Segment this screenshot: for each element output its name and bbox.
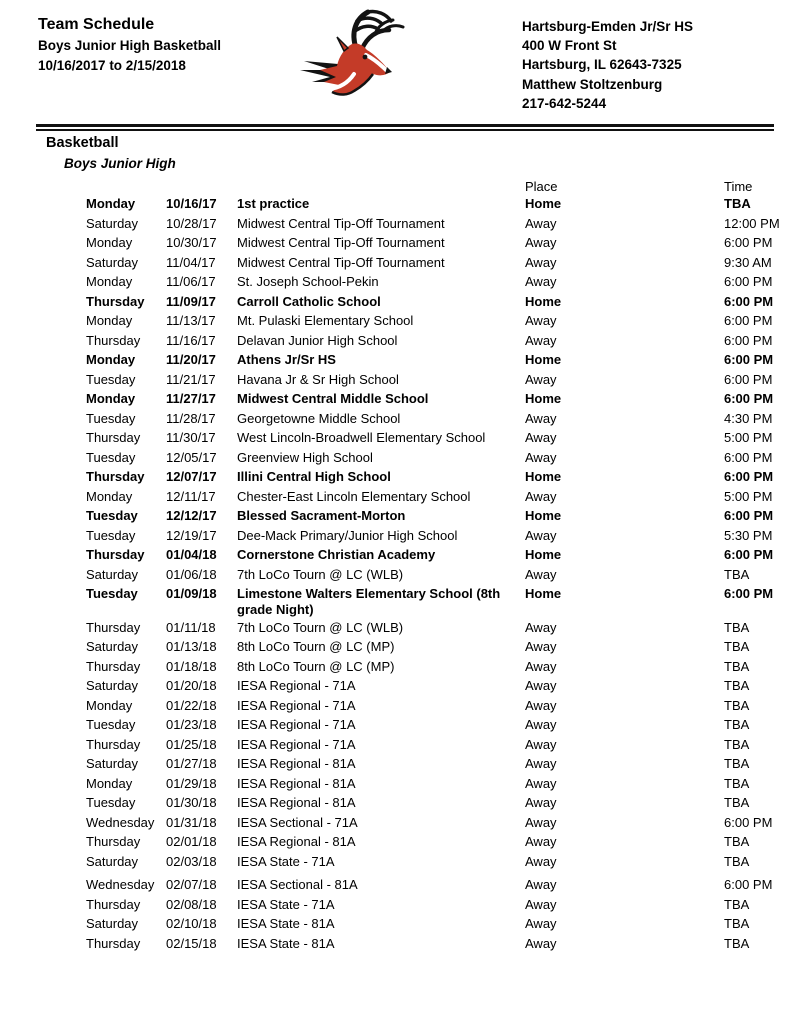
schedule-row bbox=[86, 312, 800, 332]
cell-time: 4:30 PM bbox=[724, 410, 773, 426]
cell-event: IESA State - 71A bbox=[237, 896, 335, 912]
cell-event: IESA Sectional - 71A bbox=[237, 814, 358, 830]
column-header-place: Place bbox=[525, 178, 558, 194]
cell-date: 11/06/17 bbox=[166, 274, 216, 289]
cell-date: 01/06/18 bbox=[166, 566, 217, 582]
cell-place: Away bbox=[525, 916, 557, 931]
cell-place: Home bbox=[525, 547, 562, 562]
cell-time: 6:00 PM bbox=[724, 469, 774, 484]
cell-day: Tuesday bbox=[86, 508, 138, 523]
cell-place: Away bbox=[525, 834, 557, 849]
cell-event: 8th LoCo Tourn @ LC (MP) bbox=[237, 658, 395, 674]
cell-day: Tuesday bbox=[86, 795, 136, 810]
schedule-row bbox=[86, 292, 800, 312]
cell-date: 01/11/18 bbox=[166, 619, 216, 635]
cell-event: IESA Sectional - 81A bbox=[237, 877, 358, 892]
cell-place: Away bbox=[525, 410, 557, 426]
cell-day: Saturday bbox=[86, 566, 139, 582]
schedule-row bbox=[86, 487, 800, 507]
schedule-row bbox=[86, 915, 800, 935]
cell-event: Limestone Walters Elementary School (8th grade Night) bbox=[237, 586, 501, 617]
cell-place: Away bbox=[525, 697, 557, 713]
cell-event: Illini Central High School bbox=[237, 469, 391, 484]
schedule-row bbox=[86, 852, 800, 872]
cell-event: Midwest Central Tip-Off Tournament bbox=[237, 235, 445, 250]
schedule-row bbox=[86, 351, 800, 371]
cell-day: Tuesday bbox=[86, 449, 136, 465]
schedule-row bbox=[86, 794, 800, 814]
cell-day: Thursday bbox=[86, 469, 145, 484]
contact-name: Matthew Stoltzenburg bbox=[522, 76, 663, 92]
cell-time: TBA bbox=[724, 916, 750, 931]
cell-day: Saturday bbox=[86, 254, 139, 270]
cell-time: TBA bbox=[724, 756, 750, 771]
cell-time: 6:00 PM bbox=[724, 352, 774, 367]
cell-day: Saturday bbox=[86, 678, 139, 693]
cell-event: Havana Jr & Sr High School bbox=[237, 371, 399, 387]
cell-place: Away bbox=[525, 254, 557, 270]
cell-day: Monday bbox=[86, 488, 133, 504]
cell-day: Wednesday bbox=[86, 877, 155, 892]
cell-time: TBA bbox=[724, 853, 750, 869]
sport-title: Basketball bbox=[46, 135, 119, 151]
cell-day: Tuesday bbox=[86, 410, 136, 426]
cell-event: West Lincoln-Broadwell Elementary School bbox=[237, 430, 486, 445]
cell-date: 02/03/18 bbox=[166, 853, 217, 869]
cell-date: 11/30/17 bbox=[166, 430, 216, 445]
cell-place: Away bbox=[525, 717, 557, 732]
cell-place: Home bbox=[525, 508, 562, 523]
cell-date: 02/08/18 bbox=[166, 896, 217, 912]
schedule-table bbox=[86, 177, 800, 954]
cell-date: 11/09/17 bbox=[166, 293, 216, 309]
cell-date: 11/28/17 bbox=[166, 410, 216, 426]
schedule-row bbox=[86, 876, 800, 896]
cell-day: Monday bbox=[86, 391, 136, 406]
schedule-row bbox=[86, 755, 800, 775]
cell-event: Georgetowne Middle School bbox=[237, 410, 401, 426]
schedule-row bbox=[86, 735, 800, 755]
schedule-row bbox=[86, 390, 800, 410]
cell-date: 12/11/17 bbox=[166, 488, 216, 504]
schedule-row bbox=[86, 214, 800, 234]
cell-place: Away bbox=[525, 678, 557, 693]
page-title: Team Schedule bbox=[38, 16, 155, 33]
cell-date: 11/16/17 bbox=[166, 332, 216, 348]
cell-date: 01/04/18 bbox=[166, 547, 217, 562]
cell-time: 6:00 PM bbox=[724, 586, 774, 601]
cell-date: 12/12/17 bbox=[166, 508, 217, 523]
cell-event: Midwest Central Tip-Off Tournament bbox=[237, 254, 445, 270]
cell-day: Tuesday bbox=[86, 527, 136, 543]
schedule-row bbox=[86, 253, 800, 273]
cell-time: 5:00 PM bbox=[724, 488, 773, 504]
cell-time: 6:00 PM bbox=[724, 547, 774, 562]
schedule-row bbox=[86, 409, 800, 429]
cell-day: Monday bbox=[86, 697, 133, 713]
cell-event: IESA Regional - 71A bbox=[237, 678, 356, 693]
schedule-row bbox=[86, 618, 800, 638]
cell-event: Dee-Mack Primary/Junior High School bbox=[237, 527, 458, 543]
cell-event: Blessed Sacrament-Morton bbox=[237, 508, 406, 523]
cell-day: Monday bbox=[86, 352, 136, 367]
cell-date: 11/13/17 bbox=[166, 313, 216, 328]
cell-time: TBA bbox=[724, 896, 750, 912]
cell-time: 6:00 PM bbox=[724, 313, 773, 328]
cell-event: 7th LoCo Tourn @ LC (WLB) bbox=[237, 619, 404, 635]
schedule-row bbox=[86, 813, 800, 833]
cell-place: Home bbox=[525, 196, 562, 211]
cell-time: TBA bbox=[724, 196, 751, 211]
school-name: Hartsburg-Emden Jr/Sr HS bbox=[522, 19, 694, 34]
cell-time: 6:00 PM bbox=[724, 449, 773, 465]
cell-time: TBA bbox=[724, 697, 750, 713]
cell-place: Away bbox=[525, 775, 557, 791]
cell-event: IESA State - 71A bbox=[237, 853, 335, 869]
schedule-row bbox=[86, 565, 800, 585]
schedule-rows bbox=[86, 195, 800, 954]
schedule-row bbox=[86, 273, 800, 293]
cell-time: 6:00 PM bbox=[724, 877, 773, 892]
cell-date: 10/16/17 bbox=[166, 196, 217, 211]
cell-place: Away bbox=[525, 658, 557, 674]
cell-time: 6:00 PM bbox=[724, 274, 773, 289]
cell-day: Thursday bbox=[86, 332, 141, 348]
cell-day: Thursday bbox=[86, 430, 141, 445]
cell-date: 01/23/18 bbox=[166, 717, 217, 732]
schedule-row bbox=[86, 585, 800, 619]
cell-date: 11/27/17 bbox=[166, 391, 216, 406]
cell-event: IESA Regional - 81A bbox=[237, 756, 356, 771]
cell-day: Monday bbox=[86, 196, 136, 211]
cell-date: 01/20/18 bbox=[166, 678, 217, 693]
cell-time: 5:00 PM bbox=[724, 430, 773, 445]
cell-time: 12:00 PM bbox=[724, 215, 780, 231]
cell-date: 02/10/18 bbox=[166, 916, 217, 931]
cell-event: IESA Regional - 81A bbox=[237, 775, 356, 791]
cell-day: Thursday bbox=[86, 658, 141, 674]
school-address-line2: Hartsburg, IL 62643-7325 bbox=[522, 57, 682, 73]
double-rule-divider bbox=[36, 124, 774, 131]
cell-place: Away bbox=[525, 332, 557, 348]
cell-event: Cornerstone Christian Academy bbox=[237, 547, 436, 562]
cell-day: Thursday bbox=[86, 896, 141, 912]
schedule-row bbox=[86, 234, 800, 254]
cell-day: Monday bbox=[86, 313, 133, 328]
cell-place: Away bbox=[525, 619, 557, 635]
cell-day: Monday bbox=[86, 775, 133, 791]
cell-day: Saturday bbox=[86, 853, 139, 869]
cell-date: 11/21/17 bbox=[166, 371, 216, 387]
cell-event: St. Joseph School-Pekin bbox=[237, 274, 379, 289]
schedule-row bbox=[86, 895, 800, 915]
school-address-line1: 400 W Front St bbox=[522, 38, 617, 54]
cell-event: 7th LoCo Tourn @ LC (WLB) bbox=[237, 566, 404, 582]
cell-time: 6:00 PM bbox=[724, 235, 773, 250]
cell-place: Away bbox=[525, 756, 557, 771]
cell-place: Away bbox=[525, 449, 557, 465]
cell-date: 01/29/18 bbox=[166, 775, 217, 791]
cell-place: Away bbox=[525, 488, 557, 504]
cell-time: 6:00 PM bbox=[724, 814, 773, 830]
schedule-row bbox=[86, 448, 800, 468]
cell-day: Thursday bbox=[86, 935, 141, 951]
cell-place: Away bbox=[525, 639, 557, 654]
cell-date: 01/22/18 bbox=[166, 697, 217, 713]
cell-event: Mt. Pulaski Elementary School bbox=[237, 313, 414, 328]
cell-date: 10/30/17 bbox=[166, 235, 217, 250]
cell-date: 11/04/17 bbox=[166, 254, 216, 270]
cell-event: 8th LoCo Tourn @ LC (MP) bbox=[237, 639, 395, 654]
cell-time: TBA bbox=[724, 834, 750, 849]
date-range: 10/16/2017 to 2/15/2018 bbox=[38, 58, 186, 73]
schedule-row bbox=[86, 657, 800, 677]
schedule-row bbox=[86, 546, 800, 566]
cell-time: TBA bbox=[724, 736, 750, 752]
page-subtitle: Boys Junior High Basketball bbox=[38, 38, 222, 53]
cell-place: Away bbox=[525, 853, 557, 869]
cell-time: TBA bbox=[724, 658, 750, 674]
cell-day: Monday bbox=[86, 274, 133, 289]
schedule-header-row bbox=[86, 177, 800, 195]
header-left bbox=[38, 14, 221, 76]
cell-time: 6:00 PM bbox=[724, 508, 774, 523]
stag-mascot-icon bbox=[292, 6, 422, 108]
cell-date: 02/07/18 bbox=[166, 877, 217, 892]
schedule-row bbox=[86, 526, 800, 546]
cell-date: 02/01/18 bbox=[166, 834, 217, 849]
cell-place: Away bbox=[525, 313, 557, 328]
cell-place: Away bbox=[525, 430, 557, 445]
cell-time: TBA bbox=[724, 678, 750, 693]
cell-time: TBA bbox=[724, 639, 750, 654]
cell-date: 01/13/18 bbox=[166, 639, 217, 654]
cell-time: TBA bbox=[724, 619, 750, 635]
cell-event: 1st practice bbox=[237, 196, 310, 211]
cell-time: TBA bbox=[724, 935, 750, 951]
cell-time: TBA bbox=[724, 775, 750, 791]
cell-place: Away bbox=[525, 877, 557, 892]
schedule-row bbox=[86, 677, 800, 697]
schedule-row bbox=[86, 696, 800, 716]
cell-event: IESA Regional - 71A bbox=[237, 736, 356, 752]
schedule-row bbox=[86, 638, 800, 658]
cell-place: Away bbox=[525, 935, 557, 951]
cell-date: 02/15/18 bbox=[166, 935, 217, 951]
cell-place: Away bbox=[525, 527, 557, 543]
cell-date: 10/28/17 bbox=[166, 215, 217, 231]
cell-date: 12/07/17 bbox=[166, 469, 217, 484]
cell-day: Thursday bbox=[86, 547, 145, 562]
cell-event: Greenview High School bbox=[237, 449, 373, 465]
cell-place: Away bbox=[525, 566, 557, 582]
cell-date: 12/19/17 bbox=[166, 527, 217, 543]
cell-day: Saturday bbox=[86, 916, 139, 931]
cell-place: Home bbox=[525, 293, 562, 309]
cell-day: Saturday bbox=[86, 756, 139, 771]
cell-event: Midwest Central Tip-Off Tournament bbox=[237, 215, 445, 231]
school-info bbox=[522, 17, 693, 113]
cell-time: 5:30 PM bbox=[724, 527, 773, 543]
cell-place: Away bbox=[525, 736, 557, 752]
cell-day: Thursday bbox=[86, 834, 141, 849]
cell-place: Home bbox=[525, 586, 562, 601]
schedule-row bbox=[86, 774, 800, 794]
cell-place: Home bbox=[525, 391, 562, 406]
schedule-row bbox=[86, 468, 800, 488]
cell-time: 6:00 PM bbox=[724, 293, 774, 309]
cell-time: 6:00 PM bbox=[724, 391, 774, 406]
cell-time: 6:00 PM bbox=[724, 371, 773, 387]
cell-time: TBA bbox=[724, 795, 750, 810]
cell-event: Carroll Catholic School bbox=[237, 293, 381, 309]
cell-date: 01/31/18 bbox=[166, 814, 217, 830]
cell-event: Delavan Junior High School bbox=[237, 332, 398, 348]
schedule-row bbox=[86, 934, 800, 954]
cell-place: Away bbox=[525, 814, 557, 830]
cell-date: 12/05/17 bbox=[166, 449, 217, 465]
cell-time: 6:00 PM bbox=[724, 332, 773, 348]
cell-place: Away bbox=[525, 274, 557, 289]
cell-day: Saturday bbox=[86, 639, 139, 654]
cell-place: Home bbox=[525, 352, 562, 367]
cell-event: IESA State - 81A bbox=[237, 935, 335, 951]
cell-date: 01/27/18 bbox=[166, 756, 217, 771]
cell-date: 01/18/18 bbox=[166, 658, 217, 674]
cell-event: Midwest Central Middle School bbox=[237, 391, 429, 406]
cell-day: Thursday bbox=[86, 619, 141, 635]
cell-place: Home bbox=[525, 469, 562, 484]
cell-date: 01/30/18 bbox=[166, 795, 217, 810]
schedule-row bbox=[86, 507, 800, 527]
cell-day: Saturday bbox=[86, 215, 139, 231]
schedule-row bbox=[86, 833, 800, 853]
schedule-row bbox=[86, 195, 800, 215]
cell-date: 01/09/18 bbox=[166, 586, 217, 601]
schedule-row bbox=[86, 429, 800, 449]
contact-phone: 217-642-5244 bbox=[522, 95, 607, 111]
schedule-row bbox=[86, 716, 800, 736]
rule-thin-line bbox=[36, 129, 774, 131]
cell-event: IESA State - 81A bbox=[237, 916, 335, 931]
cell-date: 01/25/18 bbox=[166, 736, 217, 752]
cell-event: IESA Regional - 81A bbox=[237, 834, 356, 849]
cell-place: Away bbox=[525, 215, 557, 231]
cell-place: Away bbox=[525, 896, 557, 912]
cell-time: 9:30 AM bbox=[724, 254, 772, 270]
schedule-row bbox=[86, 370, 800, 390]
cell-day: Wednesday bbox=[86, 814, 155, 830]
cell-day: Monday bbox=[86, 235, 133, 250]
cell-event: IESA Regional - 81A bbox=[237, 795, 356, 810]
cell-time: TBA bbox=[724, 717, 750, 732]
cell-event: IESA Regional - 71A bbox=[237, 697, 356, 713]
schedule-row bbox=[86, 331, 800, 351]
header-event-spacer bbox=[237, 177, 525, 179]
cell-event: Chester-East Lincoln Elementary School bbox=[237, 488, 471, 504]
cell-time: TBA bbox=[724, 566, 750, 582]
cell-day: Tuesday bbox=[86, 586, 138, 601]
cell-date: 11/20/17 bbox=[166, 352, 216, 367]
team-title: Boys Junior High bbox=[64, 156, 176, 171]
cell-place: Away bbox=[525, 371, 557, 387]
cell-place: Away bbox=[525, 795, 557, 810]
cell-event: IESA Regional - 71A bbox=[237, 717, 356, 732]
cell-day: Thursday bbox=[86, 736, 141, 752]
header-date-spacer bbox=[166, 177, 237, 179]
cell-event: Athens Jr/Sr HS bbox=[237, 352, 336, 367]
cell-place: Away bbox=[525, 235, 557, 250]
column-header-time: Time bbox=[724, 178, 753, 194]
cell-day: Tuesday bbox=[86, 717, 136, 732]
header-day-spacer bbox=[86, 177, 166, 179]
cell-day: Thursday bbox=[86, 293, 145, 309]
cell-day: Tuesday bbox=[86, 371, 136, 387]
